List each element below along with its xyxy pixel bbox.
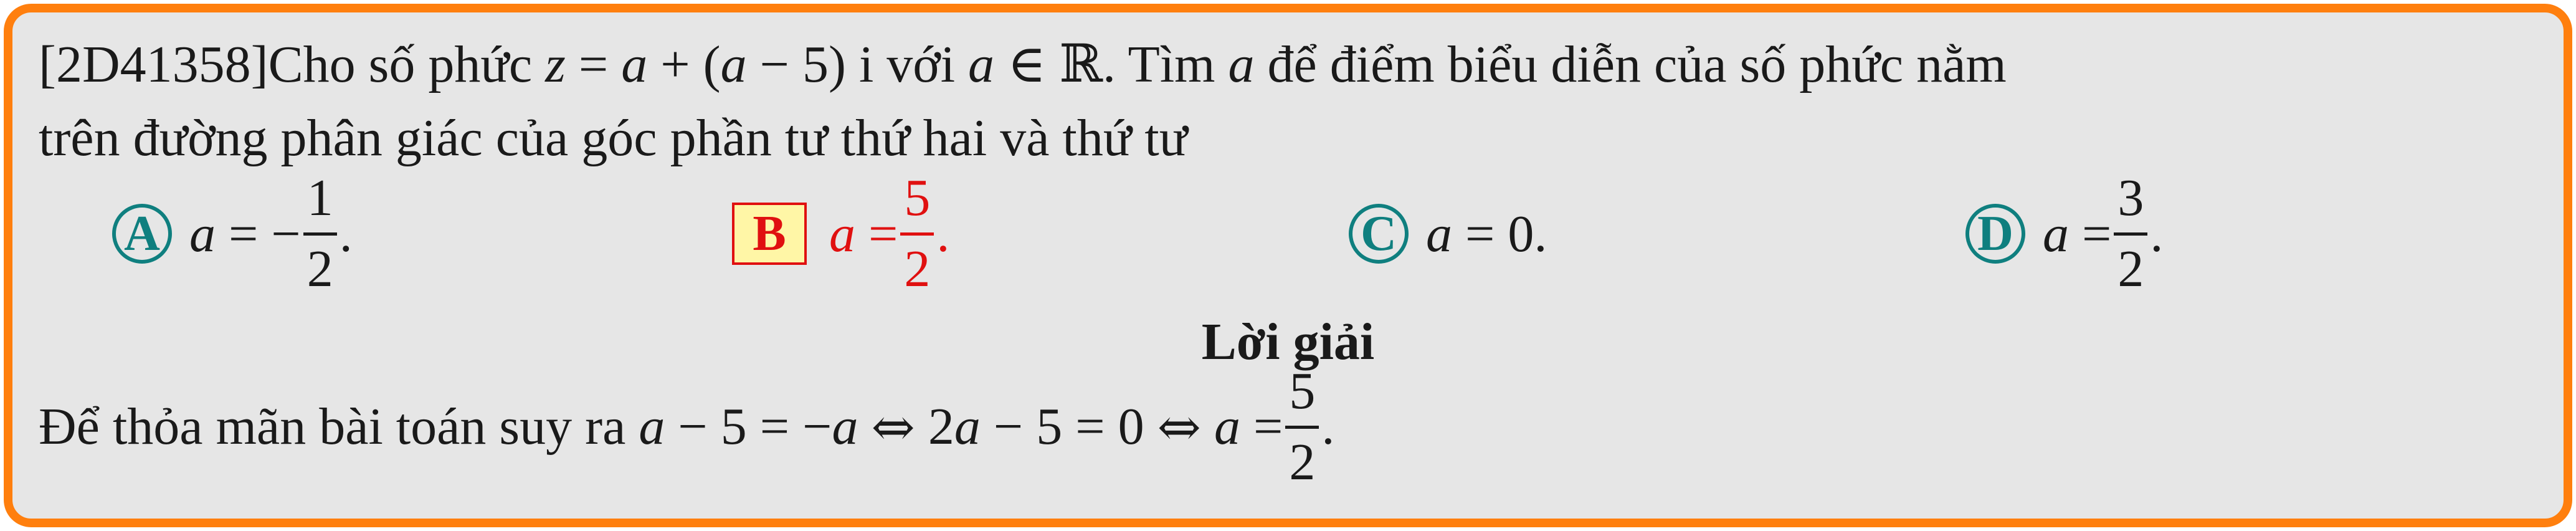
sol-eq-2: = <box>1075 398 1105 456</box>
sol-iff-1: ⇔ <box>871 396 915 457</box>
choice-c-eq: = <box>1465 204 1495 263</box>
choice-a-eq: = <box>229 204 259 263</box>
sol-minus: − <box>678 398 708 456</box>
choice-d-num: 3 <box>2114 171 2147 235</box>
sol-den: 2 <box>1289 433 1316 491</box>
sol-num: 5 <box>1285 364 1319 428</box>
choice-b[interactable] <box>732 169 950 298</box>
sol-five-2: 5 <box>1036 398 1063 456</box>
choice-a-sign: − <box>271 204 301 263</box>
math-reals: ℝ <box>1059 33 1103 94</box>
choice-d-eq: = <box>2082 204 2112 263</box>
math-five: 5 <box>802 36 829 93</box>
sol-five: 5 <box>720 398 747 456</box>
sol-a-3: a <box>954 398 981 456</box>
choice-b-eq: = <box>868 204 898 263</box>
choice-d-var: a <box>2043 204 2069 263</box>
sol-eq-1: = <box>759 398 790 456</box>
question-line-2 <box>39 109 1188 167</box>
math-a: a <box>621 36 648 93</box>
sol-a-1: a <box>639 398 665 456</box>
math-eq: = <box>578 36 609 93</box>
choice-d-label: D <box>1965 204 2025 264</box>
sol-iff-2: ⇔ <box>1157 396 1202 457</box>
sol-zero: 0 <box>1118 398 1144 456</box>
choice-c[interactable] <box>1349 181 1547 287</box>
solution-text: Để thỏa mãn bài toán suy ra <box>39 398 626 456</box>
sol-neg: − <box>802 398 832 456</box>
question-text-find: . Tìm <box>1103 36 1229 93</box>
choice-b-den: 2 <box>904 239 931 298</box>
question-line-1 <box>39 33 2007 94</box>
choice-b-num: 5 <box>900 171 934 235</box>
sol-minus-2: − <box>993 398 1024 456</box>
choice-b-end: . <box>936 204 950 263</box>
solution-heading: Lời giải <box>1201 313 1375 371</box>
math-plus: + <box>660 36 690 93</box>
question-id: [2D41358] <box>39 36 269 93</box>
question-text-with: với <box>873 36 969 93</box>
choice-c-label: C <box>1349 204 1409 264</box>
sol-a-2: a <box>832 398 858 456</box>
sol-two: 2 <box>928 398 954 456</box>
math-a-2: a <box>720 36 747 93</box>
sol-eq-3: = <box>1253 398 1283 456</box>
math-minus: − <box>759 36 789 93</box>
choice-b-label: B <box>732 203 807 265</box>
math-a-4: a <box>1228 36 1255 93</box>
choice-b-fraction <box>900 171 934 296</box>
math-a-3: a <box>968 36 995 93</box>
math-z: z <box>545 36 566 93</box>
choice-a-num: 1 <box>303 171 337 235</box>
question-text-line-2: trên đường phân giác của góc phần tư thứ hai và thứ tư <box>39 109 1188 167</box>
solution-fraction <box>1285 364 1319 489</box>
choice-d-end: . <box>2150 204 2164 263</box>
math-i: i <box>858 36 874 93</box>
choice-c-end: . <box>1534 204 1547 263</box>
sol-end: . <box>1321 398 1335 456</box>
math-paren-close: ) <box>828 36 846 93</box>
choice-a-den: 2 <box>307 239 333 298</box>
choice-a-label: A <box>112 204 172 264</box>
choice-a[interactable] <box>112 169 353 298</box>
choice-c-var: a <box>1426 204 1452 263</box>
choice-b-var: a <box>829 204 855 263</box>
question-text-start: Cho số phức <box>268 36 546 93</box>
choice-d-fraction <box>2114 171 2147 296</box>
choice-d-den: 2 <box>2117 239 2144 298</box>
choice-a-end: . <box>339 204 353 263</box>
question-text-rest: để điểm biểu diễn của số phức nằm <box>1254 36 2007 93</box>
choice-a-var: a <box>189 204 216 263</box>
choice-c-value: 0 <box>1508 204 1534 263</box>
solution-line <box>39 362 1335 491</box>
math-paren-open: ( <box>703 36 721 93</box>
choice-d[interactable] <box>1965 169 2164 298</box>
math-in: ∈ <box>1007 36 1047 93</box>
choice-a-fraction <box>303 171 337 296</box>
sol-a-4: a <box>1214 398 1241 456</box>
